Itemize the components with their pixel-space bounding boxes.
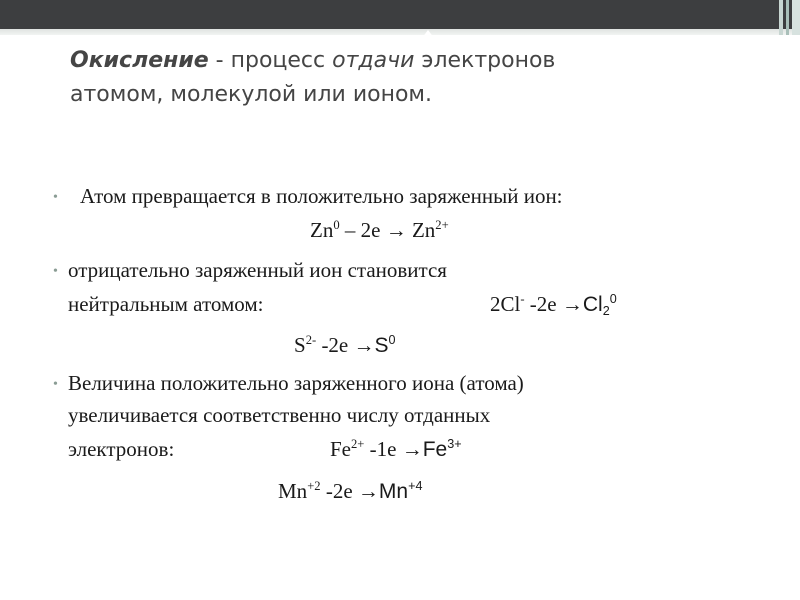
equation-mn [278,478,422,505]
eq-mn-lhs: Mn [278,479,308,503]
eq-fe-mid: -1e → [364,437,423,461]
bullet-1-text: Атом превращается в положительно заряженный ион: [80,184,563,208]
bullet-3-line1: Величина положительно заряженного иона (атома) [68,371,524,395]
title-dash: - процесс [208,48,333,73]
bullet-2-line2: нейтральным атомом: [68,292,264,316]
eq-mn-rhs: Mn [378,480,409,503]
eq-zn-lhs-sup: 0 [333,218,340,233]
title-emph: отдачи [332,48,415,73]
eq-zn-rhs-sup: 2+ [435,218,449,233]
bullet-dot-icon: • [53,190,58,205]
eq-fe-lhs-sup: 2+ [351,437,365,452]
bullet-3-line2: увеличивается соответственно числу отданных [68,403,491,427]
triangle-marker-icon [422,30,434,38]
eq-s-lhs: S [294,333,306,357]
equation-zn [310,217,449,243]
eq-fe-rhs-sup: 3+ [447,437,462,452]
decor-stripe [792,0,800,35]
title-term: Окисление [70,48,209,73]
eq-mn-lhs-sup: +2 [307,479,321,494]
decor-stripe [779,0,783,35]
eq-s-rhs-sup: 0 [388,333,396,348]
eq-cl-rhs: Cl [582,293,603,316]
title-line2: атомом, молекулой или ионом. [70,82,433,107]
bullet-dot-icon: • [53,264,58,279]
eq-s-rhs: S [374,334,389,357]
eq-mn-rhs-sup: +4 [408,479,423,494]
equation-cl [490,291,617,318]
eq-mn-mid: -2e → [320,479,379,503]
slide-title [70,44,760,112]
top-bar [0,0,800,29]
eq-cl-lhs-sup: - [520,292,525,307]
equation-fe [330,436,462,463]
eq-cl-rhs-sub: 2 [602,304,610,319]
eq-fe-lhs: Fe [330,437,351,461]
eq-fe-rhs: Fe [422,438,448,461]
decor-stripe [786,0,789,35]
eq-zn-mid: – 2e → Zn [339,218,436,242]
eq-s-lhs-sup: 2- [305,333,317,348]
eq-zn-lhs: Zn [310,218,334,242]
eq-cl-rhs-sup: 0 [609,292,617,307]
bullet-2-line1: отрицательно заряженный ион становится [68,258,447,282]
bullet-dot-icon: • [53,377,58,392]
eq-cl-lhs: 2Cl [490,292,521,316]
bullet-3-line3: электронов: [68,437,175,461]
eq-cl-mid: -2e → [524,292,583,316]
top-bar-accent [0,29,800,35]
equation-s [294,332,396,359]
eq-s-mid: -2e → [316,333,375,357]
title-rest: электронов [414,48,556,73]
